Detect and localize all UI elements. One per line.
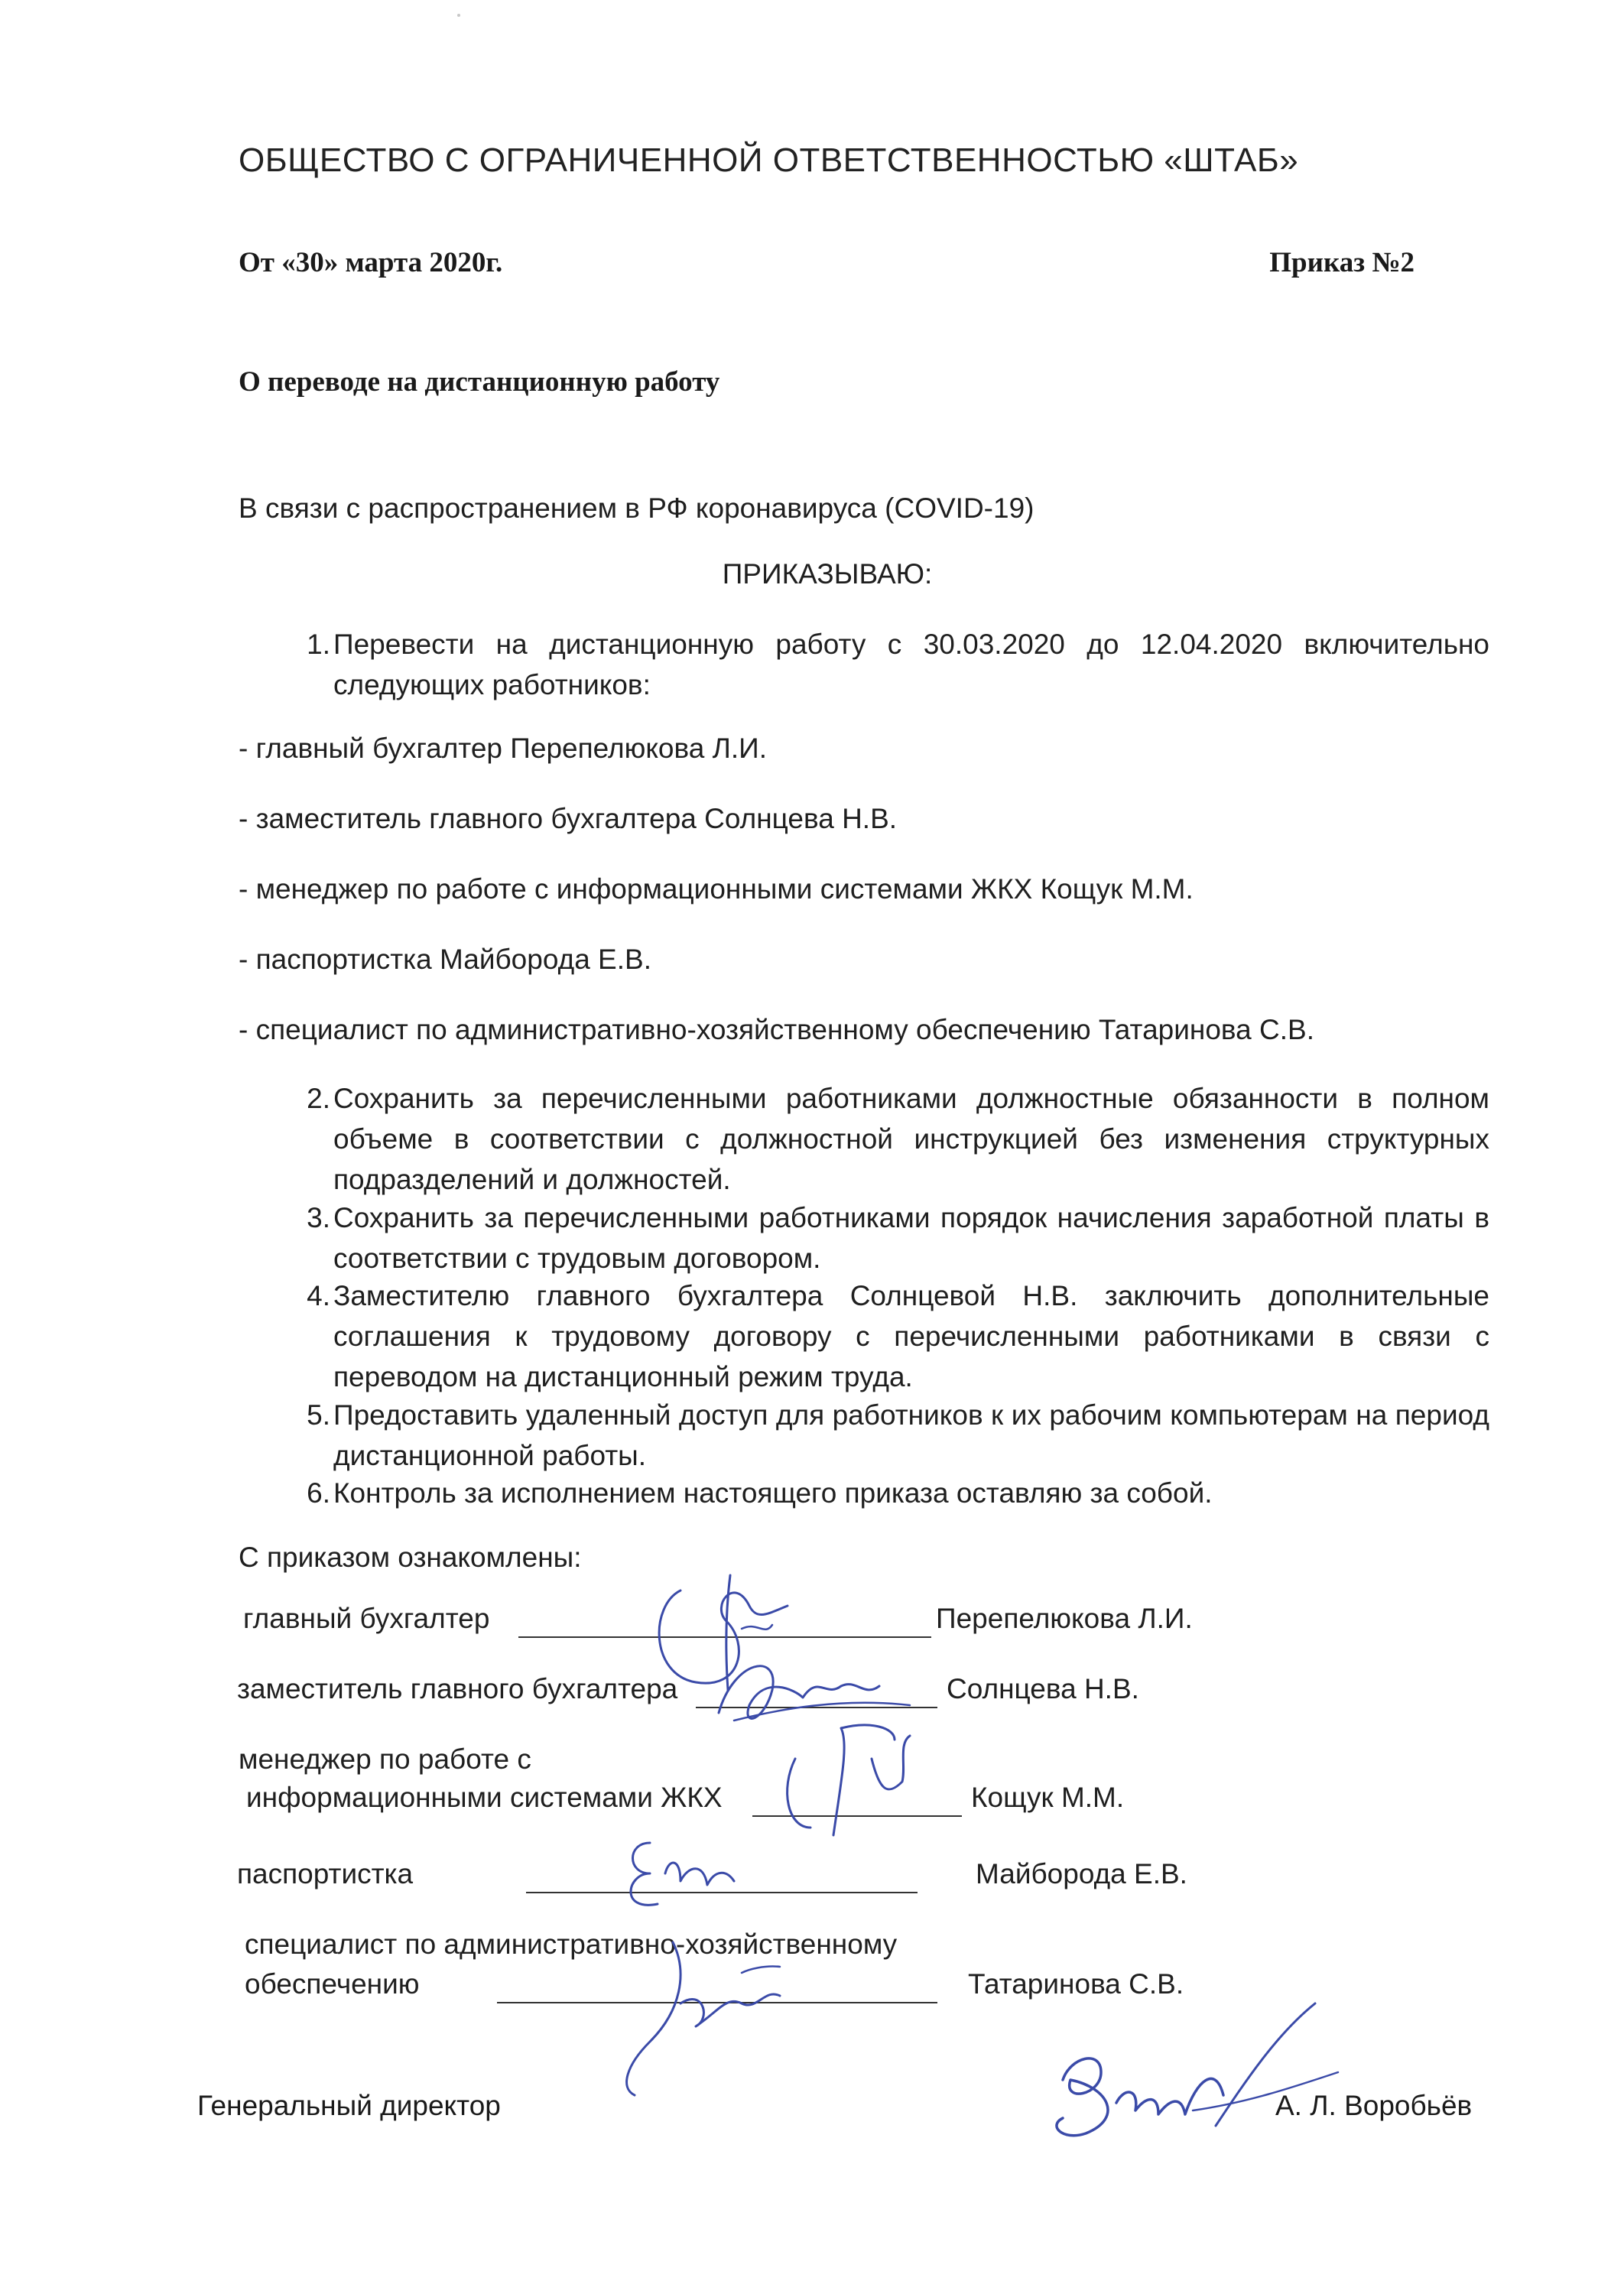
ack-name: Татаринова С.В. [968,1968,1184,2000]
order-item-4 [239,1275,1489,1397]
employee-line: - менеджер по работе с информационными системами ЖКХ Кощук М.М. [239,873,1194,905]
item-number: 3. [307,1202,330,1233]
ack-name: Солнцева Н.В. [947,1673,1139,1704]
director-name: А. Л. Воробьёв [1275,2090,1473,2121]
item-text: Контроль за исполнением настоящего приказа оставляю за собой. [333,1477,1213,1509]
order-item-6 [239,1473,1489,1513]
ack-position: паспортистка [237,1858,414,1889]
organization-title: ОБЩЕСТВО С ОГРАНИЧЕННОЙ ОТВЕТСТВЕННОСТЬЮ «ШТАБ» [239,141,1299,179]
item-number: 5. [307,1399,330,1431]
ack-position-line2: обеспечению [245,1968,420,2000]
item-text: Заместителю главного бухгалтера Солнцевой Н.В. заключить дополнительные соглашения к трудовому договору с перечисленными работниками в связи с переводом на дистанционный режим труда. [333,1280,1489,1392]
ack-position: заместитель главного бухгалтера [237,1673,678,1704]
order-word: ПРИКАЗЫВАЮ: [722,558,933,590]
director-title: Генеральный директор [197,2090,501,2121]
signature-line [497,2002,937,2003]
signature-line [696,1707,937,1708]
signature-3 [765,1713,933,1843]
employee-line: - главный бухгалтер Перепелюкова Л.И. [239,733,768,764]
employee-line: - заместитель главного бухгалтера Солнцева Н.В. [239,803,898,834]
order-item-5 [239,1395,1489,1476]
signature-line [752,1815,962,1817]
order-item-1 [239,624,1489,705]
signature-4 [604,1828,757,1919]
item-text: Перевести на дистанционную работу с 30.03.2020 до 12.04.2020 включительно следующих работников: [333,629,1489,700]
employee-line: - паспортистка Майборода Е.В. [239,944,651,975]
ack-position-line2: информационными системами ЖКХ [246,1782,723,1813]
signature-line [526,1892,918,1893]
item-text: Сохранить за перечисленными работниками должностные обязанности в полном объеме в соответствии с должностной инструкцией без изменения структурных подразделений и должностей. [333,1083,1489,1195]
director-signature [1017,1988,1353,2172]
ack-name: Перепелюкова Л.И. [936,1603,1193,1634]
ack-position-line1: специалист по административно-хозяйственному [245,1928,898,1960]
signature-line [518,1636,931,1638]
ack-name: Кощук М.М. [971,1782,1125,1813]
order-number: Приказ №2 [1269,247,1415,278]
item-number: 1. [307,629,330,660]
ack-name: Майборода Е.В. [976,1858,1187,1889]
ack-position-line1: менеджер по работе с [239,1743,531,1775]
item-number: 4. [307,1280,330,1311]
intro-paragraph: В связи с распространением в РФ коронавируса (COVID-19) [239,492,1034,524]
scan-speck [457,14,460,17]
order-date: От «30» марта 2020г. [239,247,503,278]
item-text: Сохранить за перечисленными работниками порядок начисления заработной платы в соответствии с трудовым договором. [333,1202,1489,1274]
item-number: 2. [307,1083,330,1114]
acknowledgement-title: С приказом ознакомлены: [239,1542,582,1573]
employee-line: - специалист по административно-хозяйственному обеспечению Татаринова С.В. [239,1014,1314,1045]
order-item-2 [239,1078,1489,1200]
signature-2 [688,1644,918,1743]
order-subject: О переводе на дистанционную работу [239,366,720,398]
ack-position: главный бухгалтер [243,1603,490,1634]
order-item-3 [239,1197,1489,1279]
item-text: Предоставить удаленный доступ для работников к их рабочим компьютерам на период дистанционной работы. [333,1399,1489,1471]
item-number: 6. [307,1477,330,1509]
